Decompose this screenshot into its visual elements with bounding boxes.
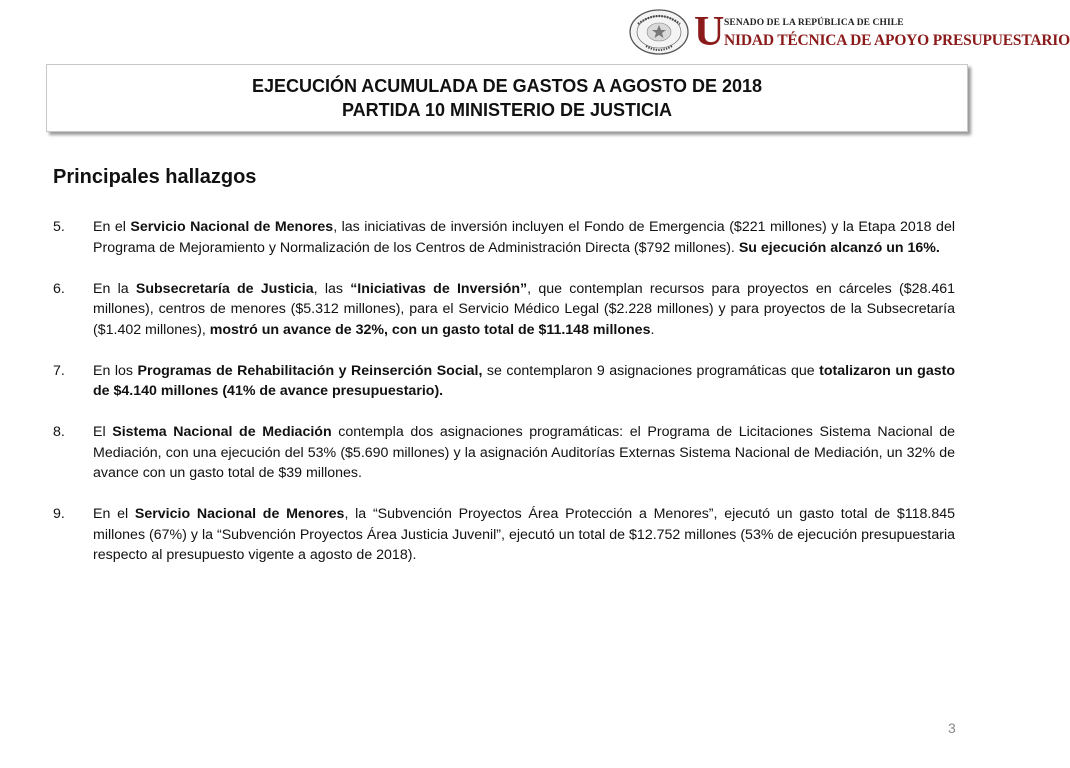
finding-number: 6. [53,280,65,297]
finding-number: 8. [53,424,65,440]
finding-segment: , las iniciativas de inversión incluyen el Fondo de Emergencia ($221 millones) y la Etapa 2018 del Programa de Mejoramiento y Normalización de los Centros de Administración Directa ($792 millones). [93,219,955,256]
finding-number: 5. [53,219,65,235]
finding-segment: En los [93,362,138,379]
finding-bold-segment: Sistema Nacional de Mediación [112,424,332,440]
page-number: 3 [948,720,956,736]
finding-text [93,217,955,258]
finding-segment: , que contemplan recursos para proyectos en cárceles ($28.461 millones), centros de menores ($5.312 millones), para el Servicio Médico Legal ($2.228 millones) y para proyectos de la Subsecretaría ($1.402 millones), [93,280,956,338]
finding-item [53,279,955,341]
title-box [46,64,968,132]
title-line-2: PARTIDA 10 MINISTERIO DE JUSTICIA [341,100,673,120]
utap-caption: NIDAD TÉCNICA DE APOYO PRESUPUESTARIO [724,32,1070,49]
senado-caption: SENADO DE LA REPÚBLICA DE CHILE [724,18,904,28]
title-line-1: EJECUCIÓN ACUMULADA DE GASTOS A AGOSTO DE 2018 [251,76,763,96]
finding-number: 9. [53,506,65,522]
finding-text [93,422,955,484]
logo-initial: U [694,9,725,55]
finding-bold-segment: “Iniciativas de Inversión” [350,280,528,297]
finding-number: 7. [53,362,65,379]
finding-text [93,279,955,341]
finding-segment: contempla dos asignaciones programáticas: el Programa de Licitaciones Sistema Nacional de Mediación, con una ejecución del 53% ($5.690 millones) y la asignación Auditorías Externas Sistema Nacional de Mediación, un 32% de avance con un gasto total de $39 millones. [93,424,956,481]
section-heading: Principales hallazgos [53,166,257,188]
finding-item [53,422,955,484]
finding-bold-segment: Servicio Nacional de Menores [134,506,345,522]
utap-logo [628,8,1070,58]
finding-item [53,504,955,566]
finding-bold-segment: Subsecretaría de Justicia [135,280,314,297]
finding-segment: En la [93,280,136,297]
finding-text [93,504,955,566]
finding-item [53,361,955,402]
finding-bold-segment: Su ejecución alcanzó un 16%. [738,239,940,256]
finding-segment: , la “Subvención Proyectos Área Protección a Menores”, ejecutó un gasto total de $118.845 millones (67%) y la “Subvención Proyectos Área Justicia Juvenil”, ejecutó un total de $12.752 millones (53% de ejecución presupuestaria respecto al presupuesto vigente a agosto de 2018). [93,506,955,563]
finding-segment: El [93,424,113,440]
finding-bold-segment: totalizaron un gasto de $4.140 millones (41% de avance presupuestario). [93,362,956,399]
finding-bold-segment: Servicio Nacional de Menores [130,219,334,235]
finding-segment: En el [93,506,135,522]
findings-list [53,217,955,586]
finding-segment: En el [93,219,131,235]
finding-text [93,361,955,402]
finding-segment: se contemplaron 9 asignaciones programáticas que [482,362,820,379]
finding-item [53,217,955,258]
senado-seal-icon [628,8,690,56]
finding-bold-segment: Programas de Rehabilitación y Reinserción Social, [137,362,483,379]
finding-segment: , las [313,280,351,297]
finding-bold-segment: mostró un avance de 32%, con un gasto total de $11.148 millones [209,321,651,338]
finding-segment: . [650,321,655,338]
